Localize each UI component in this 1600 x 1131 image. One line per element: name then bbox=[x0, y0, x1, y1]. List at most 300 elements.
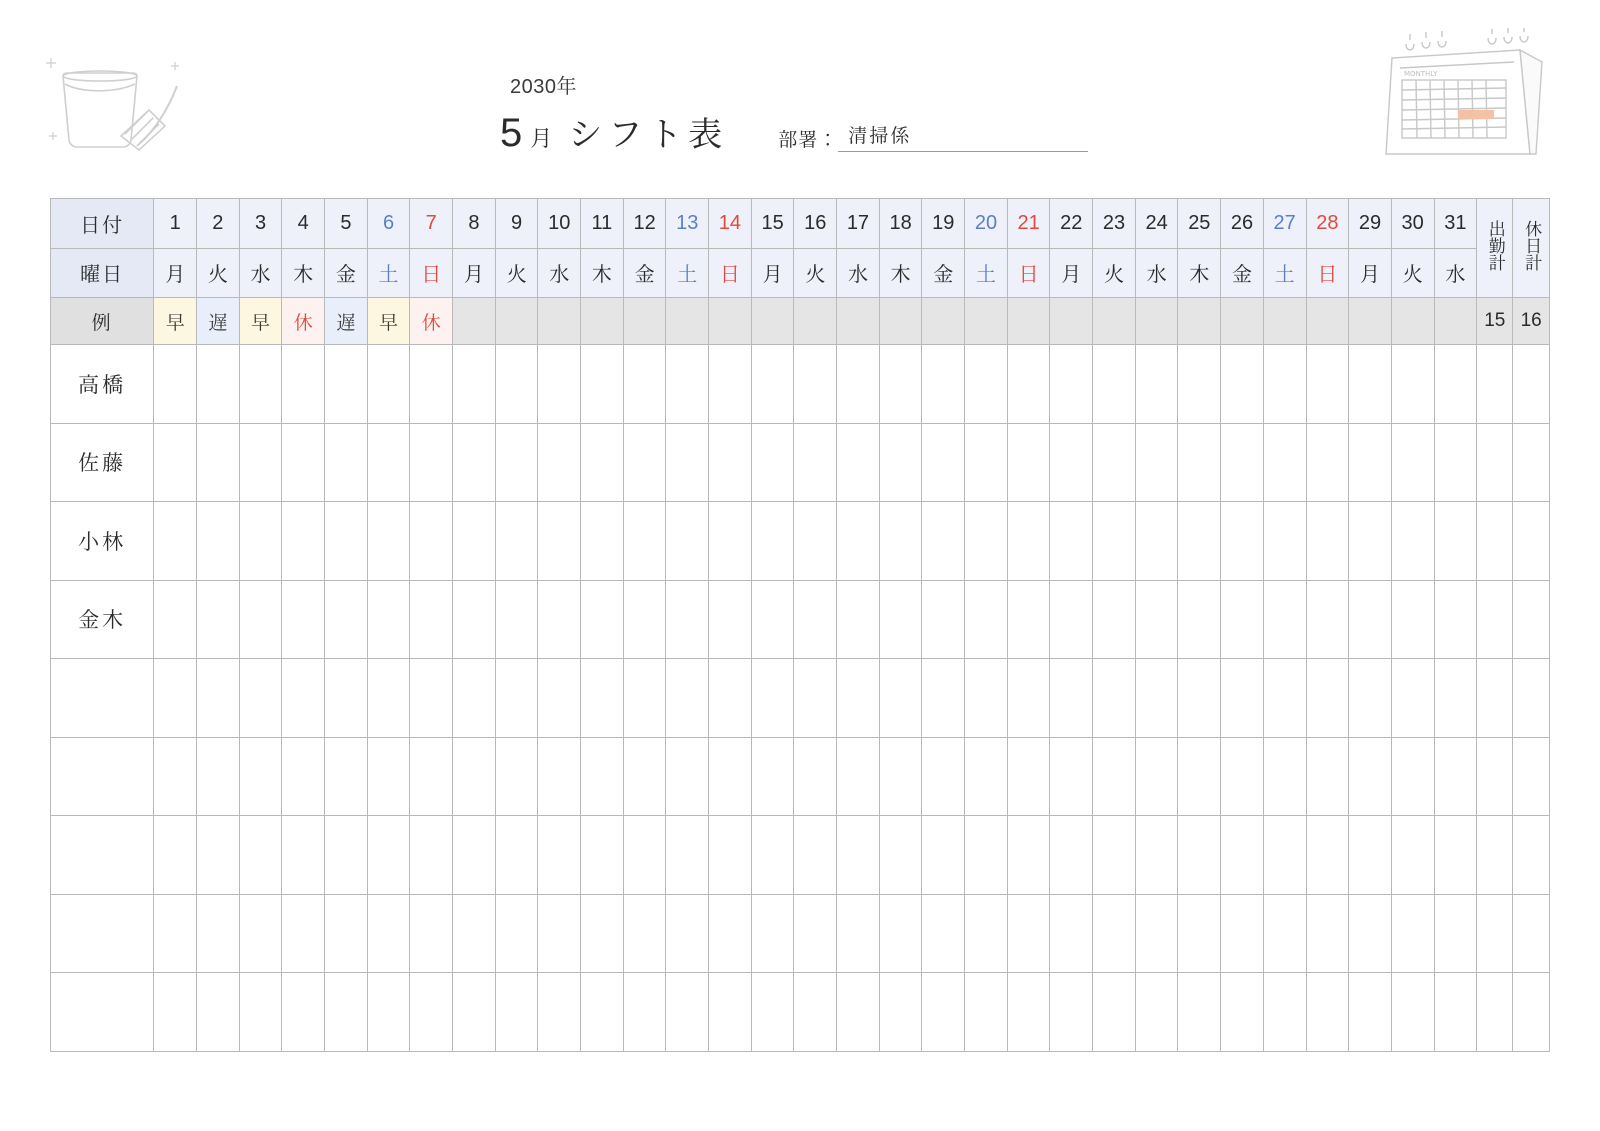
shift-cell[interactable] bbox=[1093, 737, 1136, 816]
example-shift-cell[interactable] bbox=[1221, 298, 1264, 345]
shift-cell[interactable] bbox=[1221, 659, 1264, 738]
staff-name-cell[interactable] bbox=[51, 737, 154, 816]
shift-cell[interactable] bbox=[666, 737, 709, 816]
shift-cell[interactable] bbox=[751, 659, 794, 738]
staff-work-total[interactable] bbox=[1477, 580, 1513, 659]
shift-cell[interactable] bbox=[367, 502, 410, 581]
shift-cell[interactable] bbox=[367, 580, 410, 659]
shift-cell[interactable] bbox=[879, 973, 922, 1052]
example-shift-cell[interactable] bbox=[495, 298, 538, 345]
shift-cell[interactable] bbox=[751, 423, 794, 502]
shift-cell[interactable] bbox=[879, 737, 922, 816]
shift-cell[interactable] bbox=[325, 894, 368, 973]
shift-cell[interactable] bbox=[1135, 973, 1178, 1052]
shift-cell[interactable] bbox=[837, 737, 880, 816]
example-off-total[interactable]: 16 bbox=[1513, 298, 1550, 345]
example-shift-cell[interactable] bbox=[922, 298, 965, 345]
shift-cell[interactable] bbox=[709, 737, 752, 816]
shift-cell[interactable] bbox=[1221, 502, 1264, 581]
shift-cell[interactable] bbox=[1391, 894, 1434, 973]
example-shift-cell[interactable] bbox=[666, 298, 709, 345]
example-shift-cell[interactable] bbox=[1391, 298, 1434, 345]
shift-cell[interactable] bbox=[197, 423, 240, 502]
shift-cell[interactable] bbox=[453, 580, 496, 659]
shift-cell[interactable] bbox=[794, 502, 837, 581]
shift-cell[interactable] bbox=[666, 894, 709, 973]
shift-cell[interactable] bbox=[581, 345, 624, 424]
example-shift-cell[interactable]: 早 bbox=[154, 298, 197, 345]
shift-cell[interactable] bbox=[581, 423, 624, 502]
shift-cell[interactable] bbox=[154, 816, 197, 895]
shift-cell[interactable] bbox=[879, 345, 922, 424]
shift-cell[interactable] bbox=[410, 973, 453, 1052]
shift-cell[interactable] bbox=[837, 345, 880, 424]
shift-cell[interactable] bbox=[453, 423, 496, 502]
shift-cell[interactable] bbox=[1093, 423, 1136, 502]
example-shift-cell[interactable]: 早 bbox=[239, 298, 282, 345]
shift-cell[interactable] bbox=[922, 737, 965, 816]
shift-cell[interactable] bbox=[1093, 345, 1136, 424]
shift-cell[interactable] bbox=[922, 659, 965, 738]
staff-off-total[interactable] bbox=[1513, 580, 1550, 659]
shift-cell[interactable] bbox=[1007, 580, 1050, 659]
shift-cell[interactable] bbox=[1391, 816, 1434, 895]
shift-cell[interactable] bbox=[367, 345, 410, 424]
shift-cell[interactable] bbox=[1007, 502, 1050, 581]
staff-off-total[interactable] bbox=[1513, 737, 1550, 816]
shift-cell[interactable] bbox=[1221, 894, 1264, 973]
shift-cell[interactable] bbox=[965, 659, 1008, 738]
shift-cell[interactable] bbox=[410, 737, 453, 816]
shift-cell[interactable] bbox=[1050, 659, 1093, 738]
staff-name-cell[interactable]: 佐藤 bbox=[51, 423, 154, 502]
shift-cell[interactable] bbox=[367, 737, 410, 816]
example-shift-cell[interactable] bbox=[1050, 298, 1093, 345]
shift-cell[interactable] bbox=[709, 580, 752, 659]
shift-cell[interactable] bbox=[581, 737, 624, 816]
example-shift-cell[interactable] bbox=[1007, 298, 1050, 345]
shift-cell[interactable] bbox=[1007, 816, 1050, 895]
shift-cell[interactable] bbox=[1093, 894, 1136, 973]
shift-cell[interactable] bbox=[1178, 423, 1221, 502]
shift-cell[interactable] bbox=[410, 423, 453, 502]
shift-cell[interactable] bbox=[1050, 580, 1093, 659]
staff-off-total[interactable] bbox=[1513, 423, 1550, 502]
shift-cell[interactable] bbox=[154, 894, 197, 973]
staff-work-total[interactable] bbox=[1477, 423, 1513, 502]
shift-cell[interactable] bbox=[325, 502, 368, 581]
shift-cell[interactable] bbox=[794, 737, 837, 816]
shift-cell[interactable] bbox=[922, 423, 965, 502]
shift-cell[interactable] bbox=[1306, 580, 1349, 659]
shift-cell[interactable] bbox=[922, 816, 965, 895]
shift-cell[interactable] bbox=[1434, 345, 1477, 424]
shift-cell[interactable] bbox=[1349, 816, 1392, 895]
shift-cell[interactable] bbox=[1391, 973, 1434, 1052]
shift-cell[interactable] bbox=[538, 737, 581, 816]
shift-cell[interactable] bbox=[1263, 502, 1306, 581]
shift-cell[interactable] bbox=[197, 737, 240, 816]
staff-off-total[interactable] bbox=[1513, 894, 1550, 973]
shift-cell[interactable] bbox=[1306, 894, 1349, 973]
shift-cell[interactable] bbox=[623, 659, 666, 738]
shift-cell[interactable] bbox=[1007, 659, 1050, 738]
shift-cell[interactable] bbox=[282, 502, 325, 581]
shift-cell[interactable] bbox=[922, 345, 965, 424]
shift-cell[interactable] bbox=[1263, 423, 1306, 502]
shift-cell[interactable] bbox=[751, 580, 794, 659]
shift-cell[interactable] bbox=[1434, 973, 1477, 1052]
shift-cell[interactable] bbox=[965, 737, 1008, 816]
staff-name-cell[interactable] bbox=[51, 816, 154, 895]
shift-cell[interactable] bbox=[1434, 502, 1477, 581]
shift-cell[interactable] bbox=[1263, 816, 1306, 895]
shift-cell[interactable] bbox=[581, 580, 624, 659]
shift-cell[interactable] bbox=[197, 659, 240, 738]
shift-cell[interactable] bbox=[1306, 345, 1349, 424]
shift-cell[interactable] bbox=[1007, 894, 1050, 973]
example-shift-cell[interactable]: 休 bbox=[282, 298, 325, 345]
shift-cell[interactable] bbox=[325, 423, 368, 502]
shift-cell[interactable] bbox=[1434, 894, 1477, 973]
shift-cell[interactable] bbox=[1434, 816, 1477, 895]
shift-cell[interactable] bbox=[666, 659, 709, 738]
shift-cell[interactable] bbox=[239, 345, 282, 424]
shift-cell[interactable] bbox=[197, 580, 240, 659]
shift-cell[interactable] bbox=[1050, 502, 1093, 581]
shift-cell[interactable] bbox=[751, 502, 794, 581]
shift-cell[interactable] bbox=[1093, 816, 1136, 895]
shift-cell[interactable] bbox=[965, 973, 1008, 1052]
shift-cell[interactable] bbox=[325, 345, 368, 424]
shift-cell[interactable] bbox=[1263, 580, 1306, 659]
example-shift-cell[interactable] bbox=[709, 298, 752, 345]
shift-cell[interactable] bbox=[666, 423, 709, 502]
shift-cell[interactable] bbox=[751, 345, 794, 424]
staff-name-cell[interactable]: 高橋 bbox=[51, 345, 154, 424]
shift-cell[interactable] bbox=[751, 973, 794, 1052]
shift-cell[interactable] bbox=[965, 816, 1008, 895]
shift-cell[interactable] bbox=[495, 423, 538, 502]
shift-cell[interactable] bbox=[239, 737, 282, 816]
staff-work-total[interactable] bbox=[1477, 894, 1513, 973]
example-shift-cell[interactable] bbox=[1135, 298, 1178, 345]
shift-cell[interactable] bbox=[837, 894, 880, 973]
shift-cell[interactable] bbox=[879, 423, 922, 502]
shift-cell[interactable] bbox=[879, 816, 922, 895]
shift-cell[interactable] bbox=[666, 502, 709, 581]
shift-cell[interactable] bbox=[751, 737, 794, 816]
shift-cell[interactable] bbox=[325, 973, 368, 1052]
shift-cell[interactable] bbox=[1349, 345, 1392, 424]
shift-cell[interactable] bbox=[709, 659, 752, 738]
shift-cell[interactable] bbox=[922, 580, 965, 659]
example-shift-cell[interactable]: 遅 bbox=[197, 298, 240, 345]
shift-cell[interactable] bbox=[325, 737, 368, 816]
shift-cell[interactable] bbox=[965, 580, 1008, 659]
shift-cell[interactable] bbox=[154, 580, 197, 659]
example-shift-cell[interactable] bbox=[965, 298, 1008, 345]
shift-cell[interactable] bbox=[1221, 973, 1264, 1052]
shift-cell[interactable] bbox=[1050, 973, 1093, 1052]
shift-cell[interactable] bbox=[879, 502, 922, 581]
example-shift-cell[interactable]: 遅 bbox=[325, 298, 368, 345]
shift-cell[interactable] bbox=[367, 973, 410, 1052]
shift-cell[interactable] bbox=[197, 973, 240, 1052]
shift-cell[interactable] bbox=[1349, 659, 1392, 738]
shift-cell[interactable] bbox=[1178, 502, 1221, 581]
shift-cell[interactable] bbox=[538, 816, 581, 895]
shift-cell[interactable] bbox=[239, 973, 282, 1052]
example-shift-cell[interactable] bbox=[794, 298, 837, 345]
shift-cell[interactable] bbox=[1221, 423, 1264, 502]
shift-cell[interactable] bbox=[410, 659, 453, 738]
shift-cell[interactable] bbox=[154, 502, 197, 581]
staff-off-total[interactable] bbox=[1513, 816, 1550, 895]
shift-cell[interactable] bbox=[1135, 502, 1178, 581]
shift-cell[interactable] bbox=[538, 580, 581, 659]
shift-cell[interactable] bbox=[1178, 580, 1221, 659]
shift-cell[interactable] bbox=[922, 894, 965, 973]
shift-cell[interactable] bbox=[1391, 423, 1434, 502]
shift-cell[interactable] bbox=[538, 894, 581, 973]
shift-cell[interactable] bbox=[325, 816, 368, 895]
shift-cell[interactable] bbox=[1135, 345, 1178, 424]
example-shift-cell[interactable] bbox=[1349, 298, 1392, 345]
example-shift-cell[interactable] bbox=[1306, 298, 1349, 345]
example-shift-cell[interactable] bbox=[538, 298, 581, 345]
shift-cell[interactable] bbox=[879, 580, 922, 659]
shift-cell[interactable] bbox=[1263, 659, 1306, 738]
shift-cell[interactable] bbox=[1349, 737, 1392, 816]
shift-cell[interactable] bbox=[623, 816, 666, 895]
shift-cell[interactable] bbox=[837, 580, 880, 659]
example-shift-cell[interactable] bbox=[751, 298, 794, 345]
shift-cell[interactable] bbox=[538, 973, 581, 1052]
shift-cell[interactable] bbox=[495, 659, 538, 738]
shift-cell[interactable] bbox=[495, 816, 538, 895]
shift-cell[interactable] bbox=[965, 423, 1008, 502]
shift-cell[interactable] bbox=[666, 816, 709, 895]
shift-cell[interactable] bbox=[239, 659, 282, 738]
shift-cell[interactable] bbox=[1391, 659, 1434, 738]
shift-cell[interactable] bbox=[1349, 973, 1392, 1052]
shift-cell[interactable] bbox=[1178, 737, 1221, 816]
shift-cell[interactable] bbox=[1391, 345, 1434, 424]
shift-cell[interactable] bbox=[239, 423, 282, 502]
shift-cell[interactable] bbox=[1050, 345, 1093, 424]
shift-cell[interactable] bbox=[410, 502, 453, 581]
shift-cell[interactable] bbox=[239, 894, 282, 973]
shift-cell[interactable] bbox=[837, 973, 880, 1052]
shift-cell[interactable] bbox=[1093, 659, 1136, 738]
shift-cell[interactable] bbox=[1007, 345, 1050, 424]
shift-cell[interactable] bbox=[623, 973, 666, 1052]
shift-cell[interactable] bbox=[239, 502, 282, 581]
shift-cell[interactable] bbox=[538, 345, 581, 424]
shift-cell[interactable] bbox=[1007, 423, 1050, 502]
example-shift-cell[interactable] bbox=[1263, 298, 1306, 345]
staff-name-cell[interactable]: 小林 bbox=[51, 502, 154, 581]
shift-cell[interactable] bbox=[1221, 737, 1264, 816]
shift-cell[interactable] bbox=[922, 502, 965, 581]
shift-cell[interactable] bbox=[1178, 345, 1221, 424]
shift-cell[interactable] bbox=[1093, 502, 1136, 581]
shift-cell[interactable] bbox=[1135, 737, 1178, 816]
shift-cell[interactable] bbox=[453, 345, 496, 424]
shift-cell[interactable] bbox=[623, 580, 666, 659]
shift-cell[interactable] bbox=[1178, 894, 1221, 973]
shift-cell[interactable] bbox=[538, 659, 581, 738]
shift-cell[interactable] bbox=[1306, 973, 1349, 1052]
shift-cell[interactable] bbox=[154, 423, 197, 502]
shift-cell[interactable] bbox=[709, 345, 752, 424]
shift-cell[interactable] bbox=[197, 345, 240, 424]
shift-cell[interactable] bbox=[1434, 423, 1477, 502]
example-shift-cell[interactable] bbox=[453, 298, 496, 345]
shift-cell[interactable] bbox=[282, 580, 325, 659]
shift-cell[interactable] bbox=[367, 816, 410, 895]
shift-cell[interactable] bbox=[1178, 659, 1221, 738]
shift-cell[interactable] bbox=[1391, 737, 1434, 816]
shift-cell[interactable] bbox=[197, 894, 240, 973]
staff-off-total[interactable] bbox=[1513, 345, 1550, 424]
shift-cell[interactable] bbox=[666, 580, 709, 659]
shift-cell[interactable] bbox=[1434, 659, 1477, 738]
shift-cell[interactable] bbox=[1221, 816, 1264, 895]
shift-cell[interactable] bbox=[1434, 580, 1477, 659]
shift-cell[interactable] bbox=[623, 502, 666, 581]
shift-cell[interactable] bbox=[1349, 894, 1392, 973]
shift-cell[interactable] bbox=[495, 973, 538, 1052]
shift-cell[interactable] bbox=[1093, 580, 1136, 659]
shift-cell[interactable] bbox=[495, 580, 538, 659]
shift-cell[interactable] bbox=[1178, 973, 1221, 1052]
shift-cell[interactable] bbox=[154, 345, 197, 424]
shift-cell[interactable] bbox=[410, 894, 453, 973]
shift-cell[interactable] bbox=[154, 973, 197, 1052]
shift-cell[interactable] bbox=[1135, 894, 1178, 973]
shift-cell[interactable] bbox=[1050, 737, 1093, 816]
staff-name-cell[interactable]: 金木 bbox=[51, 580, 154, 659]
shift-cell[interactable] bbox=[197, 502, 240, 581]
example-shift-cell[interactable] bbox=[581, 298, 624, 345]
shift-cell[interactable] bbox=[538, 423, 581, 502]
shift-cell[interactable] bbox=[751, 894, 794, 973]
shift-cell[interactable] bbox=[1434, 737, 1477, 816]
shift-cell[interactable] bbox=[837, 423, 880, 502]
shift-cell[interactable] bbox=[495, 737, 538, 816]
shift-cell[interactable] bbox=[666, 973, 709, 1052]
shift-cell[interactable] bbox=[794, 423, 837, 502]
staff-off-total[interactable] bbox=[1513, 973, 1550, 1052]
shift-cell[interactable] bbox=[666, 345, 709, 424]
shift-cell[interactable] bbox=[581, 659, 624, 738]
staff-name-cell[interactable] bbox=[51, 894, 154, 973]
example-shift-cell[interactable] bbox=[1178, 298, 1221, 345]
shift-cell[interactable] bbox=[709, 816, 752, 895]
staff-off-total[interactable] bbox=[1513, 502, 1550, 581]
shift-cell[interactable] bbox=[794, 659, 837, 738]
shift-cell[interactable] bbox=[709, 423, 752, 502]
shift-cell[interactable] bbox=[1178, 816, 1221, 895]
shift-cell[interactable] bbox=[1093, 973, 1136, 1052]
shift-cell[interactable] bbox=[837, 502, 880, 581]
shift-cell[interactable] bbox=[965, 894, 1008, 973]
staff-work-total[interactable] bbox=[1477, 737, 1513, 816]
shift-cell[interactable] bbox=[879, 659, 922, 738]
shift-cell[interactable] bbox=[794, 345, 837, 424]
shift-cell[interactable] bbox=[794, 894, 837, 973]
shift-cell[interactable] bbox=[154, 737, 197, 816]
shift-cell[interactable] bbox=[965, 345, 1008, 424]
example-shift-cell[interactable]: 休 bbox=[410, 298, 453, 345]
shift-cell[interactable] bbox=[1007, 973, 1050, 1052]
shift-cell[interactable] bbox=[410, 580, 453, 659]
example-shift-cell[interactable]: 早 bbox=[367, 298, 410, 345]
shift-cell[interactable] bbox=[1135, 423, 1178, 502]
shift-cell[interactable] bbox=[1050, 423, 1093, 502]
staff-work-total[interactable] bbox=[1477, 659, 1513, 738]
example-shift-cell[interactable] bbox=[1093, 298, 1136, 345]
shift-cell[interactable] bbox=[325, 580, 368, 659]
shift-cell[interactable] bbox=[1135, 816, 1178, 895]
shift-cell[interactable] bbox=[794, 580, 837, 659]
shift-cell[interactable] bbox=[581, 894, 624, 973]
shift-cell[interactable] bbox=[794, 816, 837, 895]
example-shift-cell[interactable] bbox=[837, 298, 880, 345]
shift-cell[interactable] bbox=[538, 502, 581, 581]
shift-cell[interactable] bbox=[1135, 659, 1178, 738]
staff-work-total[interactable] bbox=[1477, 816, 1513, 895]
shift-cell[interactable] bbox=[794, 973, 837, 1052]
shift-cell[interactable] bbox=[282, 659, 325, 738]
shift-cell[interactable] bbox=[709, 502, 752, 581]
shift-cell[interactable] bbox=[1391, 580, 1434, 659]
staff-off-total[interactable] bbox=[1513, 659, 1550, 738]
shift-cell[interactable] bbox=[879, 894, 922, 973]
shift-cell[interactable] bbox=[282, 816, 325, 895]
shift-cell[interactable] bbox=[453, 816, 496, 895]
shift-cell[interactable] bbox=[1306, 737, 1349, 816]
shift-cell[interactable] bbox=[581, 973, 624, 1052]
shift-cell[interactable] bbox=[1349, 502, 1392, 581]
shift-cell[interactable] bbox=[1050, 894, 1093, 973]
shift-cell[interactable] bbox=[282, 737, 325, 816]
shift-cell[interactable] bbox=[282, 423, 325, 502]
shift-cell[interactable] bbox=[282, 973, 325, 1052]
shift-cell[interactable] bbox=[1263, 894, 1306, 973]
shift-cell[interactable] bbox=[1263, 345, 1306, 424]
staff-name-cell[interactable] bbox=[51, 973, 154, 1052]
shift-cell[interactable] bbox=[1007, 737, 1050, 816]
shift-cell[interactable] bbox=[581, 502, 624, 581]
shift-cell[interactable] bbox=[1221, 580, 1264, 659]
shift-cell[interactable] bbox=[623, 737, 666, 816]
shift-cell[interactable] bbox=[837, 816, 880, 895]
shift-cell[interactable] bbox=[837, 659, 880, 738]
example-work-total[interactable]: 15 bbox=[1477, 298, 1513, 345]
staff-work-total[interactable] bbox=[1477, 973, 1513, 1052]
shift-cell[interactable] bbox=[410, 345, 453, 424]
shift-cell[interactable] bbox=[1306, 423, 1349, 502]
shift-cell[interactable] bbox=[1349, 580, 1392, 659]
shift-cell[interactable] bbox=[581, 816, 624, 895]
staff-work-total[interactable] bbox=[1477, 502, 1513, 581]
shift-cell[interactable] bbox=[709, 894, 752, 973]
shift-cell[interactable] bbox=[1306, 502, 1349, 581]
shift-cell[interactable] bbox=[367, 894, 410, 973]
